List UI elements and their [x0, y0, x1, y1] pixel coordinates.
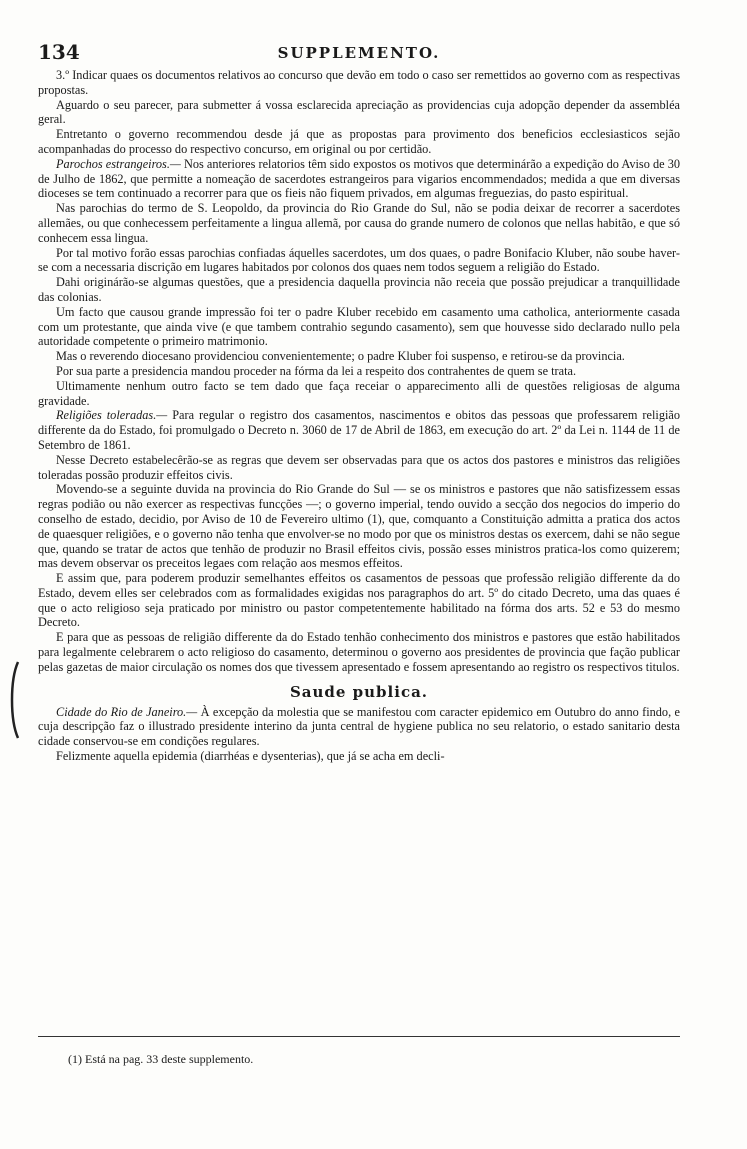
paragraph-text: Nas parochias do termo de S. Leopoldo, da provincia do Rio Grande do Sul, não se podia deixar de recorrer a sacerdotes allemães, ou que conhecessem perfeitamente a lingua allemã, por causa do grande numero de colonos que nellas habitão, e que só conhecem essa lingua. — [38, 201, 680, 245]
paragraph-text: 3.º Indicar quaes os documentos relativos ao concurso que devão em todo o caso ser remettidos ao governo com as respectivas propostas. — [38, 68, 680, 97]
paragraph-lead: Parochos estrangeiros.— — [56, 156, 181, 171]
paragraph-lead: Religiões toleradas.— — [56, 408, 168, 423]
paragraph-text: Dahi originárão-se algumas questões, que a presidencia daquella provincia não receia que possão prejudicar a tranquillidade das colonias. — [38, 275, 680, 304]
paragraph-text: Aguardo o seu parecer, para submetter á vossa esclarecida apreciação as providencias cuja adopção depender da assembléa geral. — [38, 97, 680, 127]
paragraph-text: Movendo-se a seguinte duvida na provincia do Rio Grande do Sul — se os ministros e pastores que não satisfizessem essas regras podião ou não exercer as respectivas funcções —; o governo imperial, tendo ouvido a secção dos negocios do imperio do conselho de estado, decidio, por Aviso de 10 de Fevereiro ultimo (1), que, comquanto a Constituição admitta a pratica dos actos de quaesquer religiões, e o governo não tenha que envolver-se no modo por que os ministros destas os exercem, dahi se não segue que, quando se tratar de actos que tenhão de produzir no Brasil effeitos civis, possão esses ministros pratica-los como quizerem; mas devem observar os preceitos legaes com relação aos mesmos effeitos. — [38, 482, 680, 571]
paragraph-text: Entretanto o governo recommendou desde já que as propostas para provimento dos beneficios ecclesiasticos sejão acompanhadas do processo do respectivo concurso, em original ou por certidão. — [38, 127, 680, 156]
paragraph — [38, 98, 680, 128]
page-number: 134 — [38, 40, 80, 64]
footnote: (1) Está na pag. 33 deste supplemento. — [68, 1052, 254, 1066]
margin-bracket-mark — [6, 660, 24, 740]
paragraph — [38, 305, 680, 349]
paragraph-lead: Cidade do Rio de Janeiro.— — [56, 704, 198, 719]
running-title: SUPPLEMENTO. — [277, 44, 441, 62]
paragraph-text: Nesse Decreto estabelecêrão-se as regras que devem ser observadas para que os actos dos pastores e ministros das religiões toleradas possão produzir effeitos civis. — [38, 452, 680, 482]
paragraph-text: E assim que, para poderem produzir semelhantes effeitos os casamentos de pessoas que professão religião differente da do Estado, devem elles ser celebrados com as formalidades exigidas nos paragraphos do art. 5º do citado Decreto, uma das quaes é que o acto religioso seja praticado por ministro ou pastor competentemente habilitado na fórma dos arts. 52 e 53 do mesmo Decreto. — [38, 571, 680, 630]
paragraph-text: Por sua parte a presidencia mandou proceder na fórma da lei a respeito dos contrahentes de quem se trata. — [56, 363, 577, 378]
document-page — [38, 40, 680, 764]
paragraph — [38, 68, 680, 98]
paragraph — [38, 246, 680, 276]
paragraph — [38, 749, 680, 764]
paragraph — [38, 482, 680, 571]
paragraph — [38, 201, 680, 245]
paragraph — [38, 630, 680, 674]
paragraph — [38, 127, 680, 157]
paragraph — [38, 408, 680, 452]
paragraph-text: Nos anteriores relatorios têm sido expostos os motivos que determinárão a expedição do Aviso de 30 de Julho de 1862, que permitte a nomeação de sacerdotes estrangeiros para vigarios encommendados; medida a que em diversas dioceses se tem continuado a recorrer para que os fieis não fiquem privados, em algumas freguezias, do pasto espiritual. — [38, 156, 680, 201]
paragraph — [38, 705, 680, 749]
paragraph — [38, 275, 680, 305]
paragraph — [38, 571, 680, 630]
paragraph — [38, 157, 680, 201]
paragraph-text: À excepção da molestia que se manifestou com caracter epidemico em Outubro do anno findo, e cuja descripção faz o illustrado presidente interino da junta central de hygiene publica no seu relatorio, o estado sanitario desta cidade conservou-se em condições regulares. — [38, 704, 681, 749]
paragraph — [38, 379, 680, 409]
paragraph-text: Por tal motivo forão essas parochias confiadas áquelles sacerdotes, um dos quaes, o padre Bonifacio Kluber, não soube haver-se com a necessaria discrição em lugares habitados por colonos dos quaes nem todos seguem a religião do Estado. — [38, 245, 680, 275]
footnote-rule — [38, 1036, 680, 1037]
paragraph-text: Mas o reverendo diocesano providenciou convenientemente; o padre Kluber foi suspenso, e retirou-se da provincia. — [56, 349, 625, 364]
paragraph — [38, 453, 680, 483]
paragraph-text: Ultimamente nenhum outro facto se tem dado que faça receiar o apparecimento alli de questões religiosas de alguma gravidade. — [38, 378, 680, 408]
page-header — [38, 40, 680, 68]
paragraph-text: Um facto que causou grande impressão foi ter o padre Kluber recebido em casamento uma catholica, anteriormente casada com um protestante, que ainda vive (e que tambem contrahio segundo casamento), sem que houvesse sido declarado nullo pela autoridade competente o primeiro matrimonio. — [38, 304, 680, 349]
paragraph — [38, 349, 680, 364]
section-heading: Saude publica. — [289, 682, 429, 701]
paragraph — [38, 364, 680, 379]
paragraph-text: Felizmente aquella epidemia (diarrhéas e dysenterias), que já se acha em decli- — [56, 749, 445, 764]
paragraph-text: Para regular o registro dos casamentos, nascimentos e obitos das pessoas que professarem religião differente da do Estado, foi promulgado o Decreto n. 3060 de 17 de Abril de 1863, em execução do art. 2º da Lei n. 1144 de 11 de Setembro de 1861. — [38, 408, 680, 452]
paragraph-text: E para que as pessoas de religião differente da do Estado tenhão conhecimento dos ministros e pastores que estão habilitados para legalmente celebrarem o acto religioso do casamento, determinou o governo aos presidentes de provincia que fação publicar pelas gazetas de maior circulação os nomes dos que tivessem apresentado e fossem apresentando ao registro os respectivos titulos. — [38, 630, 680, 674]
document-body — [38, 68, 680, 764]
